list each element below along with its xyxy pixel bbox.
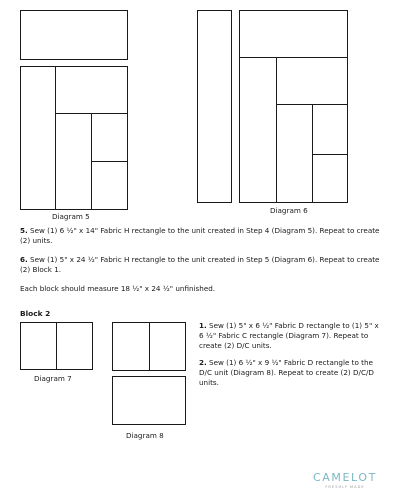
block2-step1-number: 1. [199, 321, 207, 330]
diagram8-top-right-rect [149, 322, 186, 371]
diagram8-top-left-rect [112, 322, 150, 371]
diagram8-caption: Diagram 8 [126, 431, 164, 440]
diagram7-caption: Diagram 7 [34, 374, 72, 383]
diagram6-top-rect [239, 10, 348, 58]
diagram5-top-rect [20, 10, 128, 60]
block-measure-note: Each block should measure 18 ½" x 24 ½" unfinished. [20, 284, 216, 293]
step6-text [20, 255, 385, 275]
step6-number: 6. [20, 255, 28, 264]
block2-step1-text [199, 321, 379, 351]
diagram6-caption: Diagram 6 [270, 206, 308, 215]
block2-step2-body: Sew (1) 6 ½" x 9 ½" Fabric D rectangle to the D/C unit (Diagram 8). Repeat to create (2) D/C/D units. [199, 358, 374, 387]
block2-step2-number: 2. [199, 358, 207, 367]
diagram5-right-upper-rect [91, 113, 128, 162]
block2-heading: Block 2 [20, 309, 51, 318]
diagram7-right-rect [56, 322, 93, 370]
diagram6-right-lower-rect [312, 154, 348, 203]
step6-body: Sew (1) 5" x 24 ½" Fabric H rectangle to the unit created in Step 5 (Diagram 6). Repeat to create (2) Block 1. [20, 255, 380, 274]
diagram6-left-strip [197, 10, 232, 203]
block2-step2-text [199, 358, 379, 388]
logo-tagline: FRESHLY MADE [325, 485, 365, 489]
diagram5-left-rect [20, 66, 56, 210]
diagram6-middle-rect [276, 104, 313, 203]
diagram5-right-lower-rect [91, 161, 128, 210]
logo-wordmark: CAMELOT [313, 471, 377, 484]
diagram5-top-right-rect [55, 66, 128, 114]
diagram5-middle-rect [55, 113, 92, 210]
diagram6-top-right-rect [276, 57, 348, 105]
step5-text [20, 226, 385, 246]
step5-number: 5. [20, 226, 28, 235]
block2-step1-body: Sew (1) 5" x 6 ½" Fabric D rectangle to (1) 5" x 6 ½" Fabric C rectangle (Diagram 7). Repeat to create (2) D/C units. [199, 321, 379, 350]
diagram6-right-upper-rect [312, 104, 348, 155]
diagram6-left-rect [239, 57, 277, 203]
diagram8-bottom-rect [112, 376, 186, 425]
diagram5-caption: Diagram 5 [52, 212, 90, 221]
camelot-logo [309, 471, 381, 489]
step5-body: Sew (1) 6 ½" x 14" Fabric H rectangle to the unit created in Step 4 (Diagram 5). Repeat to create (2) units. [20, 226, 380, 245]
diagram7-left-rect [20, 322, 57, 370]
